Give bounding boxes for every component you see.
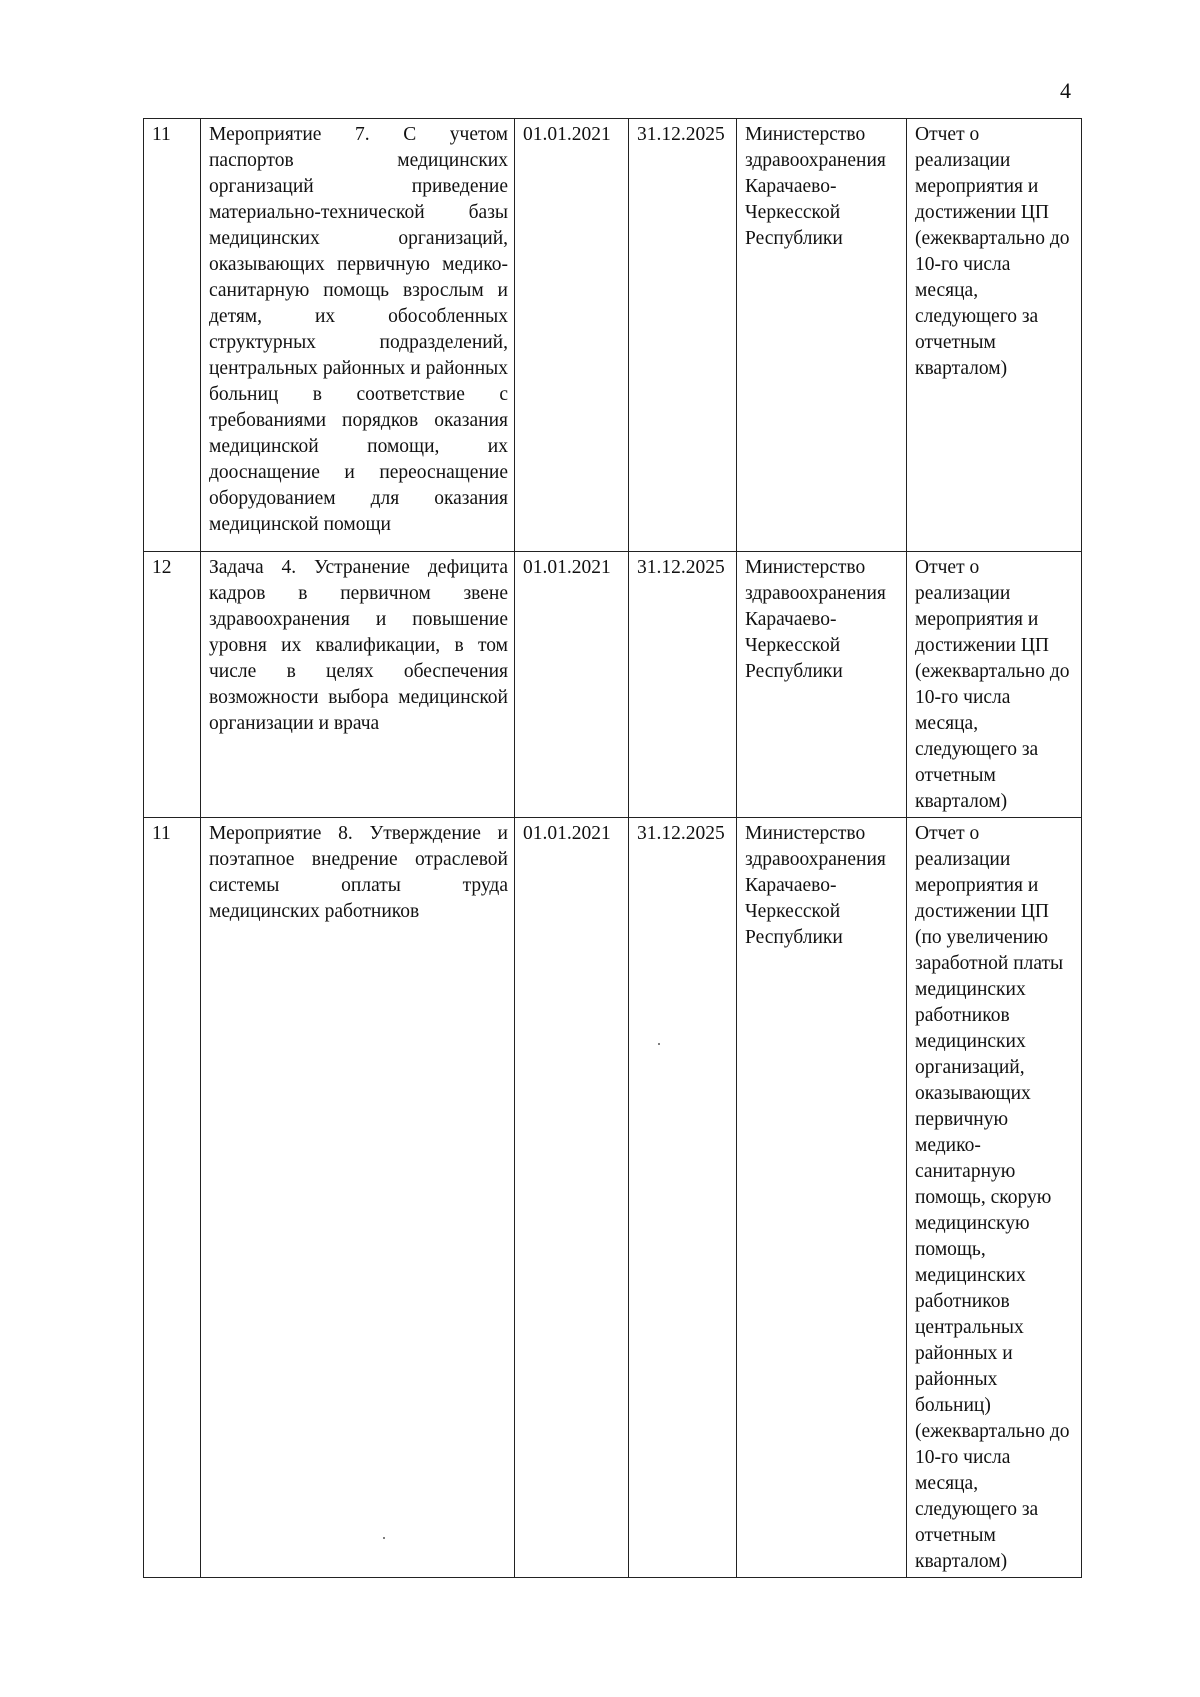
end-date-cell: 31.12.2025 [629,818,737,1578]
executor-cell: Министерство здравоохранения Карачаево-Черкесской Республики [737,818,907,1578]
scan-speck [658,1043,660,1045]
table-row [144,119,1082,552]
table-row [144,552,1082,818]
description-cell: Мероприятие 7. С учетом паспортов медицинских организаций приведение материально-технической базы медицинских организаций, оказывающих первичную медико-санитарную помощь взрослым и детям, их обособленных структурных подразделений, центральных районных и районных больниц в соответствие с требованиями порядков оказания медицинской помощи, их дооснащение и переоснащение оборудованием для оказания медицинской помощи [201,119,515,552]
table-row [144,818,1082,1578]
row-number-cell: 11 [144,818,201,1578]
start-date-cell: 01.01.2021 [515,818,629,1578]
executor-cell: Министерство здравоохранения Карачаево-Черкесской Республики [737,552,907,818]
report-cell: Отчет о реализации мероприятия и достижении ЦП (ежеквартально до 10-го числа месяца, следующего за отчетным кварталом) [907,119,1082,552]
activities-table [143,118,1082,1578]
row-number-cell: 12 [144,552,201,818]
report-cell: Отчет о реализации мероприятия и достижении ЦП (ежеквартально до 10-го числа месяца, следующего за отчетным кварталом) [907,552,1082,818]
start-date-cell: 01.01.2021 [515,119,629,552]
end-date-cell: 31.12.2025 [629,552,737,818]
description-cell: Задача 4. Устранение дефицита кадров в первичном звене здравоохранения и повышение уровня их квалификации, в том числе в целях обеспечения возможности выбора медицинской организации и врача [201,552,515,818]
row-number-cell: 11 [144,119,201,552]
scan-speck [383,1537,385,1539]
executor-cell: Министерство здравоохранения Карачаево-Черкесской Республики [737,119,907,552]
page-number: 4 [1060,78,1071,103]
description-cell: Мероприятие 8. Утверждение и поэтапное внедрение отраслевой системы оплаты труда медицинских работников [201,818,515,1578]
report-cell: Отчет о реализации мероприятия и достижении ЦП (по увеличению заработной платы медицинских работников медицинских организаций, оказывающих первичную медико-санитарную помощь, скорую медицинскую помощь, медицинских работников центральных районных и районных больниц) (ежеквартально до 10-го числа месяца, следующего за отчетным кварталом) [907,818,1082,1578]
end-date-cell: 31.12.2025 [629,119,737,552]
start-date-cell: 01.01.2021 [515,552,629,818]
